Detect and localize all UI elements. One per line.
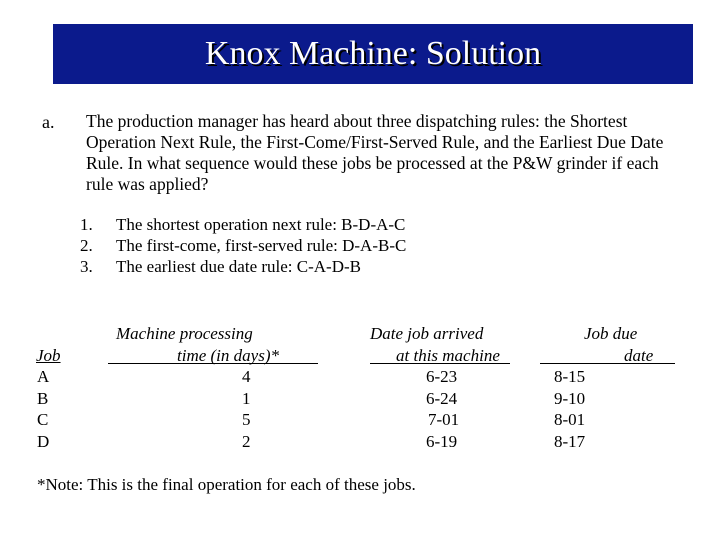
cell-due: 8-01 [554,410,586,429]
header-underline [370,363,510,364]
cell-arrived: 7-01 [428,410,460,429]
cell-arrived: 6-23 [426,367,458,386]
cell-job: A [37,367,50,386]
rule-number: 1. [80,215,93,234]
cell-due: 8-17 [554,432,586,451]
question-marker: a. [42,112,55,132]
cell-due: 8-15 [554,367,586,386]
cell-time: 1 [242,389,251,408]
cell-job: D [37,432,50,451]
cell-arrived: 6-24 [426,389,458,408]
footnote: *Note: This is the final operation for each of these jobs. [37,475,416,494]
cell-time: 5 [242,410,251,429]
cell-time: 4 [242,367,251,386]
rule-number: 3. [80,257,93,276]
header-underline [540,363,675,364]
cell-job: C [37,410,49,429]
question-text: The production manager has heard about three dispatching rules: the Shortest Operation Next Rule, the First-Come/First-Served Rule, and the Earliest Due Date Rule. In what sequence would these jobs be processed at the P&W grinder if each rule was applied? [86,111,664,194]
header-underline [108,363,318,364]
cell-arrived: 6-19 [426,432,458,451]
slide-title: Knox Machine: Solution [204,35,542,72]
header-due-line1: Job due [584,324,638,343]
cell-time: 2 [242,432,251,451]
header-arrived-line1: Date job arrived [370,324,484,343]
cell-due: 9-10 [554,389,586,408]
rule-text: The first-come, first-served rule: D-A-B-C [116,236,407,255]
header-processing-line1: Machine processing [116,324,253,343]
header-due-line2: date [624,346,654,365]
header-arrived-line2: at this machine [396,346,500,365]
rule-number: 2. [80,236,93,255]
rule-text: The shortest operation next rule: B-D-A-C [116,215,406,234]
header-job: Job [36,346,61,365]
rule-text: The earliest due date rule: C-A-D-B [116,257,361,276]
header-processing-line2: time (in days)* [177,346,279,365]
cell-job: B [37,389,49,408]
title-bar [53,24,693,84]
